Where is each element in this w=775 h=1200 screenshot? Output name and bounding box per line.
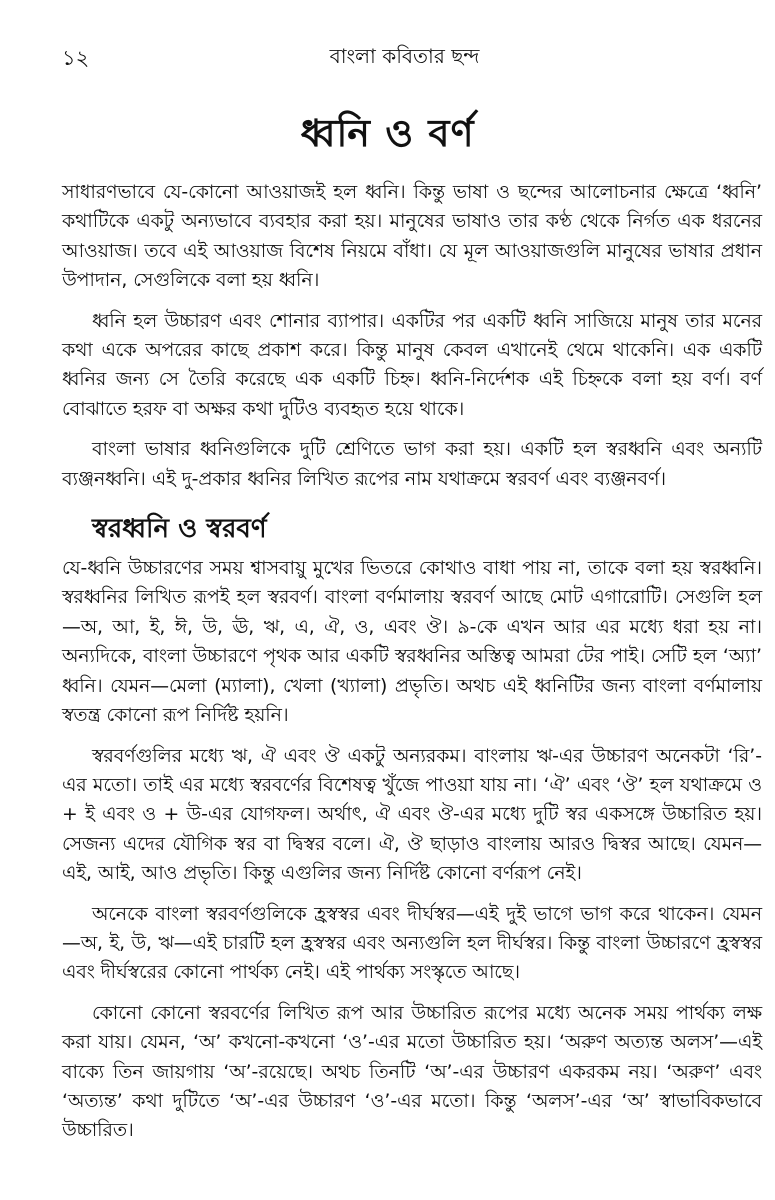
- section-heading: স্বরধ্বনি ও স্বরবর্ণ: [92, 514, 267, 545]
- running-title: বাংলা কবিতার ছন্দ: [329, 44, 480, 68]
- paragraph: অনেকে বাংলা স্বরবর্ণগুলিকে হ্রস্বস্বর এবং দীর্ঘস্বর—এই দুই ভাগে ভাগ করে থাকেন। যেমন—অ, ই, উ, ঋ—এই চারটি হল হ্রস্বস্বর এবং অন্যগুলি হল দীর্ঘস্বর। কিন্তু বাংলা উচ্চারণে হ্রস্বস্বর এবং দীর্ঘস্বরের কোনো পার্থক্য নেই। এই পার্থক্য সংস্কৃতে আছে।: [62, 903, 762, 984]
- paragraph: কোনো কোনো স্বরবর্ণের লিখিত রূপ আর উচ্চারিত রূপের মধ্যে অনেক সময় পার্থক্য লক্ষ করা যায়। যেমন, ‘অ’ কখনো-কখনো ‘ও’-এর মতো উচ্চারিত হয়। ‘অরুণ অত্যন্ত অলস’—এই বাক্যে তিন জায়গায় ‘অ’-রয়েছে। অথচ তিনটি ‘অ’-এর উচ্চারণ একরকম নয়। ‘অরুণ’ এবং ‘অত্যন্ত’ কথা দুটিতে ‘অ’-এর উচ্চারণ ‘ও’-এর মতো। কিন্তু ‘অলস’-এর ‘অ’ স্বাভাবিকভাবে উচ্চারিত।: [62, 1002, 762, 1142]
- page-header: [62, 42, 747, 76]
- paragraph: যে-ধ্বনি উচ্চারণের সময় শ্বাসবায়ু মুখের ভিতরে কোথাও বাধা পায় না, তাকে বলা হয় স্বরধ্বনি। স্বরধ্বনির লিখিত রূপই হল স্বরবর্ণ। বাংলা বর্ণমালায় স্বরবর্ণ আছে মোট এগারোটি। সেগুলি হল—অ, আ, ই, ঈ, উ, ঊ, ঋ, এ, ঐ, ও, এবং ঔ। ৯-কে এখন আর এর মধ্যে ধরা হয় না। অন্যদিকে, বাংলা উচ্চারণে পৃথক আর একটি স্বরধ্বনির অস্তিত্ব আমরা টের পাই। সেটি হল ‘অ্যা’ ধ্বনি। যেমন—মেলা (ম্যালা), খেলা (খ্যালা) প্রভৃতি। অথচ এই ধ্বনিটির জন্য বাংলা বর্ণমালায় স্বতন্ত্র কোনো রূপ নির্দিষ্ট হয়নি।: [62, 558, 762, 727]
- paragraph: স্বরবর্ণগুলির মধ্যে ঋ, ঐ এবং ঔ একটু অন্যরকম। বাংলায় ঋ-এর উচ্চারণ অনেকটা ‘রি’-এর মতো। তাই এর মধ্যে স্বরবর্ণের বিশেষত্ব খুঁজে পাওয়া যায় না। ‘ঐ’ এবং ‘ঔ’ হল যথাক্রমে ও + ই এবং ও + উ-এর যোগফল। অর্থাৎ, ঐ এবং ঔ-এর মধ্যে দুটি স্বর একসঙ্গে উচ্চারিত হয়। সেজন্য এদের যৌগিক স্বর বা দ্বিস্বর বলে। ঐ, ঔ ছাড়াও বাংলায় আরও দ্বিস্বর আছে। যেমন—এই, আই, আও প্রভৃতি। কিন্তু এগুলির জন্য নির্দিষ্ট কোনো বর্ণরূপ নেই।: [62, 745, 762, 885]
- paragraph: ধ্বনি হল উচ্চারণ এবং শোনার ব্যাপার। একটির পর একটি ধ্বনি সাজিয়ে মানুষ তার মনের কথা একে অপরের কাছে প্রকাশ করে। কিন্তু মানুষ কেবল এখানেই থেমে থাকেনি। এক একটি ধ্বনির জন্য সে তৈরি করেছে এক একটি চিহ্ন। ধ্বনি-নির্দেশক এই চিহ্নকে বলা হয় বর্ণ। বর্ণ বোঝাতে হরফ বা অক্ষর কথা দুটিও ব্যবহৃত হয়ে থাকে।: [62, 310, 762, 420]
- page-body: [62, 178, 762, 1146]
- chapter-title: ধ্বনি ও বর্ণ: [300, 110, 475, 155]
- paragraph: সাধারণভাবে যে-কোনো আওয়াজই হল ধ্বনি। কিন্তু ভাষা ও ছন্দের আলোচনার ক্ষেত্রে ‘ধ্বনি’ কথাটিকে একটু অন্যভাবে ব্যবহার করা হয়। মানুষের ভাষাও তার কণ্ঠ থেকে নির্গত এক ধরনের আওয়াজ। তবে এই আওয়াজ বিশেষ নিয়মে বাঁধা। যে মূল আওয়াজগুলি মানুষের ভাষার প্রধান উপাদান, সেগুলিকে বলা হয় ধ্বনি।: [62, 182, 762, 292]
- paragraph: বাংলা ভাষার ধ্বনিগুলিকে দুটি শ্রেণিতে ভাগ করা হয়। একটি হল স্বরধ্বনি এবং অন্যটি ব্যঞ্জনধ্বনি। এই দু-প্রকার ধ্বনির লিখিত রূপের নাম যথাক্রমে স্বরবর্ণ এবং ব্যঞ্জনবর্ণ।: [62, 439, 762, 490]
- page-number: ১২: [62, 46, 90, 70]
